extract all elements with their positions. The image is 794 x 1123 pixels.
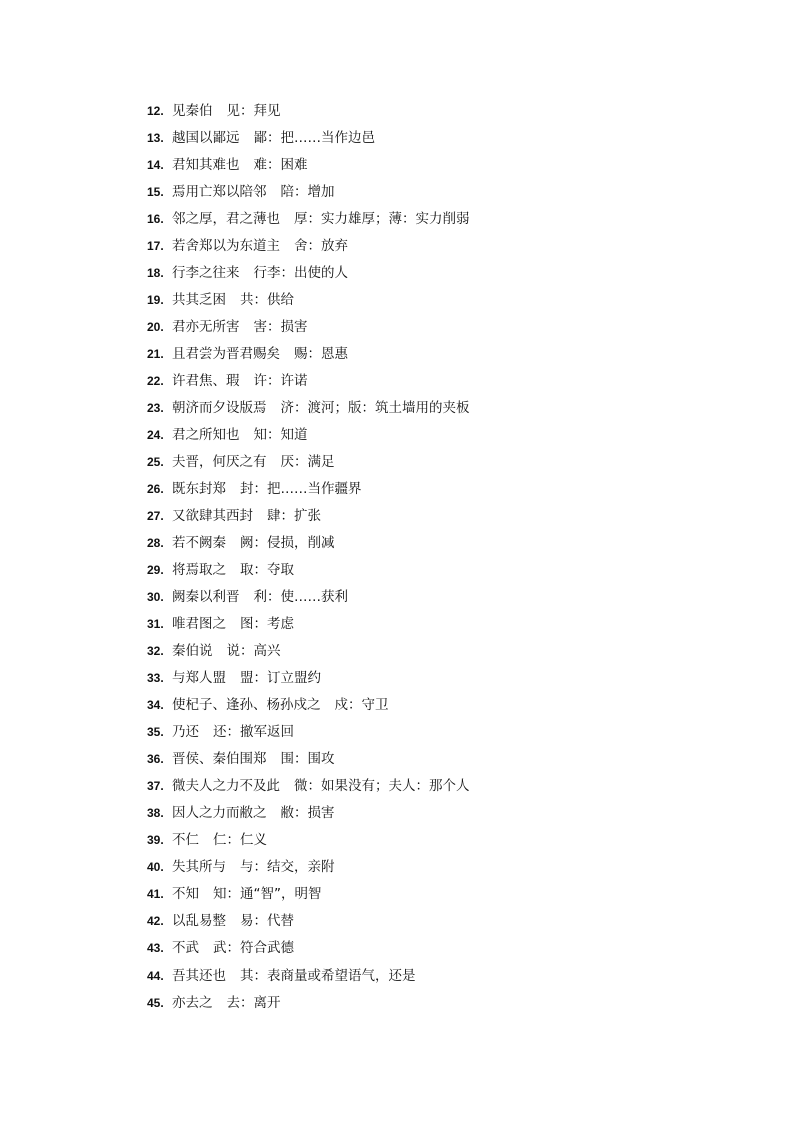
item-number: 43. [147,941,164,956]
classical-phrase: 君之所知也 [172,427,240,444]
word-gloss: 行李：出使的人 [253,265,348,282]
list-item [147,935,470,962]
list-item [147,476,470,503]
word-gloss: 微：如果没有；夫人：那个人 [294,778,470,795]
list-item [147,260,470,287]
word-gloss: 利：使……获利 [253,589,348,606]
word-gloss: 围：围攻 [280,751,335,768]
item-number: 37. [147,779,164,794]
word-gloss: 厌：满足 [280,454,335,471]
list-item [147,152,470,179]
classical-phrase: 朝济而夕设版焉 [172,400,267,417]
item-number: 40. [147,860,164,875]
word-gloss: 鄙：把……当作边邑 [253,130,375,147]
word-gloss: 易：代替 [240,913,294,930]
word-gloss: 与：结交，亲附 [240,859,335,876]
list-item [147,125,470,152]
list-item [147,368,470,395]
word-gloss: 武：符合武德 [213,940,294,957]
classical-phrase: 失其所与 [172,859,226,876]
item-number: 25. [147,455,164,470]
item-number: 41. [147,887,164,902]
vocabulary-list [147,98,470,1017]
word-gloss: 其：表商量或希望语气，还是 [240,967,416,984]
list-item [147,719,470,746]
item-number: 36. [147,752,164,767]
list-item [147,773,470,800]
item-number: 19. [147,293,164,308]
item-number: 23. [147,401,164,416]
item-number: 20. [147,320,164,335]
classical-phrase: 且君尝为晋君赐矣 [172,346,280,363]
list-item [147,98,470,125]
list-item [147,800,470,827]
classical-phrase: 阙秦以利晋 [172,589,240,606]
word-gloss: 阙：侵损，削减 [240,535,335,552]
word-gloss: 害：损害 [253,319,308,336]
word-gloss: 肆：扩张 [267,508,321,525]
classical-phrase: 与郑人盟 [172,670,226,687]
classical-phrase: 若不阙秦 [172,535,226,552]
item-number: 24. [147,428,164,443]
classical-phrase: 以乱易整 [172,913,226,930]
classical-phrase: 若舍郑以为东道主 [172,238,280,255]
classical-phrase: 夫晋，何厌之有 [172,454,267,471]
classical-phrase: 许君焦、瑕 [172,373,240,390]
classical-phrase: 君知其难也 [172,157,240,174]
list-item [147,854,470,881]
word-gloss: 仁：仁义 [213,832,267,849]
classical-phrase: 不仁 [172,832,199,849]
list-item [147,557,470,584]
list-item [147,908,470,935]
classical-phrase: 见秦伯 [172,103,213,119]
item-number: 26. [147,482,164,497]
list-item [147,530,470,557]
word-gloss: 难：困难 [253,157,308,174]
list-item [147,287,470,314]
word-gloss: 封：把……当作疆界 [240,481,362,498]
classical-phrase: 因人之力而敝之 [172,805,267,822]
item-number: 12. [147,104,164,118]
word-gloss: 见：拜见 [226,103,281,119]
item-number: 31. [147,617,164,632]
word-gloss: 敝：损害 [280,805,335,822]
list-item [147,314,470,341]
item-number: 29. [147,563,164,578]
list-item [147,179,470,206]
classical-phrase: 共其乏困 [172,292,226,309]
list-item [147,422,470,449]
word-gloss: 赐：恩惠 [294,346,348,363]
classical-phrase: 乃还 [172,724,199,741]
item-number: 32. [147,644,164,659]
item-number: 45. [147,995,164,1010]
item-number: 30. [147,590,164,605]
item-number: 16. [147,212,164,227]
item-number: 21. [147,347,164,362]
word-gloss: 戍：守卫 [334,697,389,714]
list-item [147,611,470,638]
classical-phrase: 唯君图之 [172,616,226,633]
list-item [147,395,470,422]
word-gloss: 图：考虑 [240,616,294,633]
word-gloss: 共：供给 [240,292,294,309]
word-gloss: 舍：放弃 [294,238,348,255]
list-item [147,503,470,530]
list-item [147,692,470,719]
classical-phrase: 亦去之 [172,994,213,1011]
item-number: 13. [147,131,164,146]
item-number: 15. [147,185,164,200]
classical-phrase: 行李之往来 [172,265,240,282]
list-item [147,341,470,368]
classical-phrase: 将焉取之 [172,562,226,579]
classical-phrase: 君亦无所害 [172,319,240,336]
word-gloss: 陪：增加 [280,184,335,201]
list-item [147,665,470,692]
word-gloss: 去：离开 [226,994,281,1011]
list-item [147,990,470,1017]
list-item [147,827,470,854]
item-number: 27. [147,509,164,524]
item-number: 35. [147,725,164,740]
word-gloss: 取：夺取 [240,562,294,579]
classical-phrase: 微夫人之力不及此 [172,778,280,795]
classical-phrase: 邻之厚，君之薄也 [172,211,280,228]
word-gloss: 还：撤军返回 [213,724,294,741]
classical-phrase: 又欲肆其西封 [172,508,253,525]
item-number: 33. [147,671,164,686]
list-item [147,206,470,233]
item-number: 42. [147,914,164,929]
item-number: 39. [147,833,164,848]
list-item [147,449,470,476]
classical-phrase: 吾其还也 [172,967,226,984]
list-item [147,881,470,908]
list-item [147,233,470,260]
list-item [147,638,470,665]
item-number: 38. [147,806,164,821]
item-number: 17. [147,239,164,254]
word-gloss: 济：渡河；版：筑土墙用的夹板 [280,400,470,417]
classical-phrase: 越国以鄙远 [172,130,240,147]
list-item [147,746,470,773]
item-number: 22. [147,374,164,389]
word-gloss: 知：知道 [253,427,308,444]
item-number: 28. [147,536,164,551]
word-gloss: 厚：实力雄厚；薄：实力削弱 [294,211,470,228]
classical-phrase: 使杞子、逢孙、杨孙戍之 [172,697,321,714]
classical-phrase: 不武 [172,940,199,957]
classical-phrase: 不知 [172,886,199,903]
item-number: 18. [147,266,164,281]
classical-phrase: 既东封郑 [172,481,226,498]
word-gloss: 说：高兴 [226,643,281,660]
word-gloss: 知：通“智”，明智 [213,886,322,903]
list-item [147,963,470,990]
item-number: 14. [147,158,164,173]
item-number: 44. [147,968,164,983]
classical-phrase: 秦伯说 [172,643,213,660]
list-item [147,584,470,611]
word-gloss: 许：许诺 [253,373,308,390]
classical-phrase: 焉用亡郑以陪邻 [172,184,267,201]
word-gloss: 盟：订立盟约 [240,670,321,687]
classical-phrase: 晋侯、秦伯围郑 [172,751,267,768]
item-number: 34. [147,698,164,713]
